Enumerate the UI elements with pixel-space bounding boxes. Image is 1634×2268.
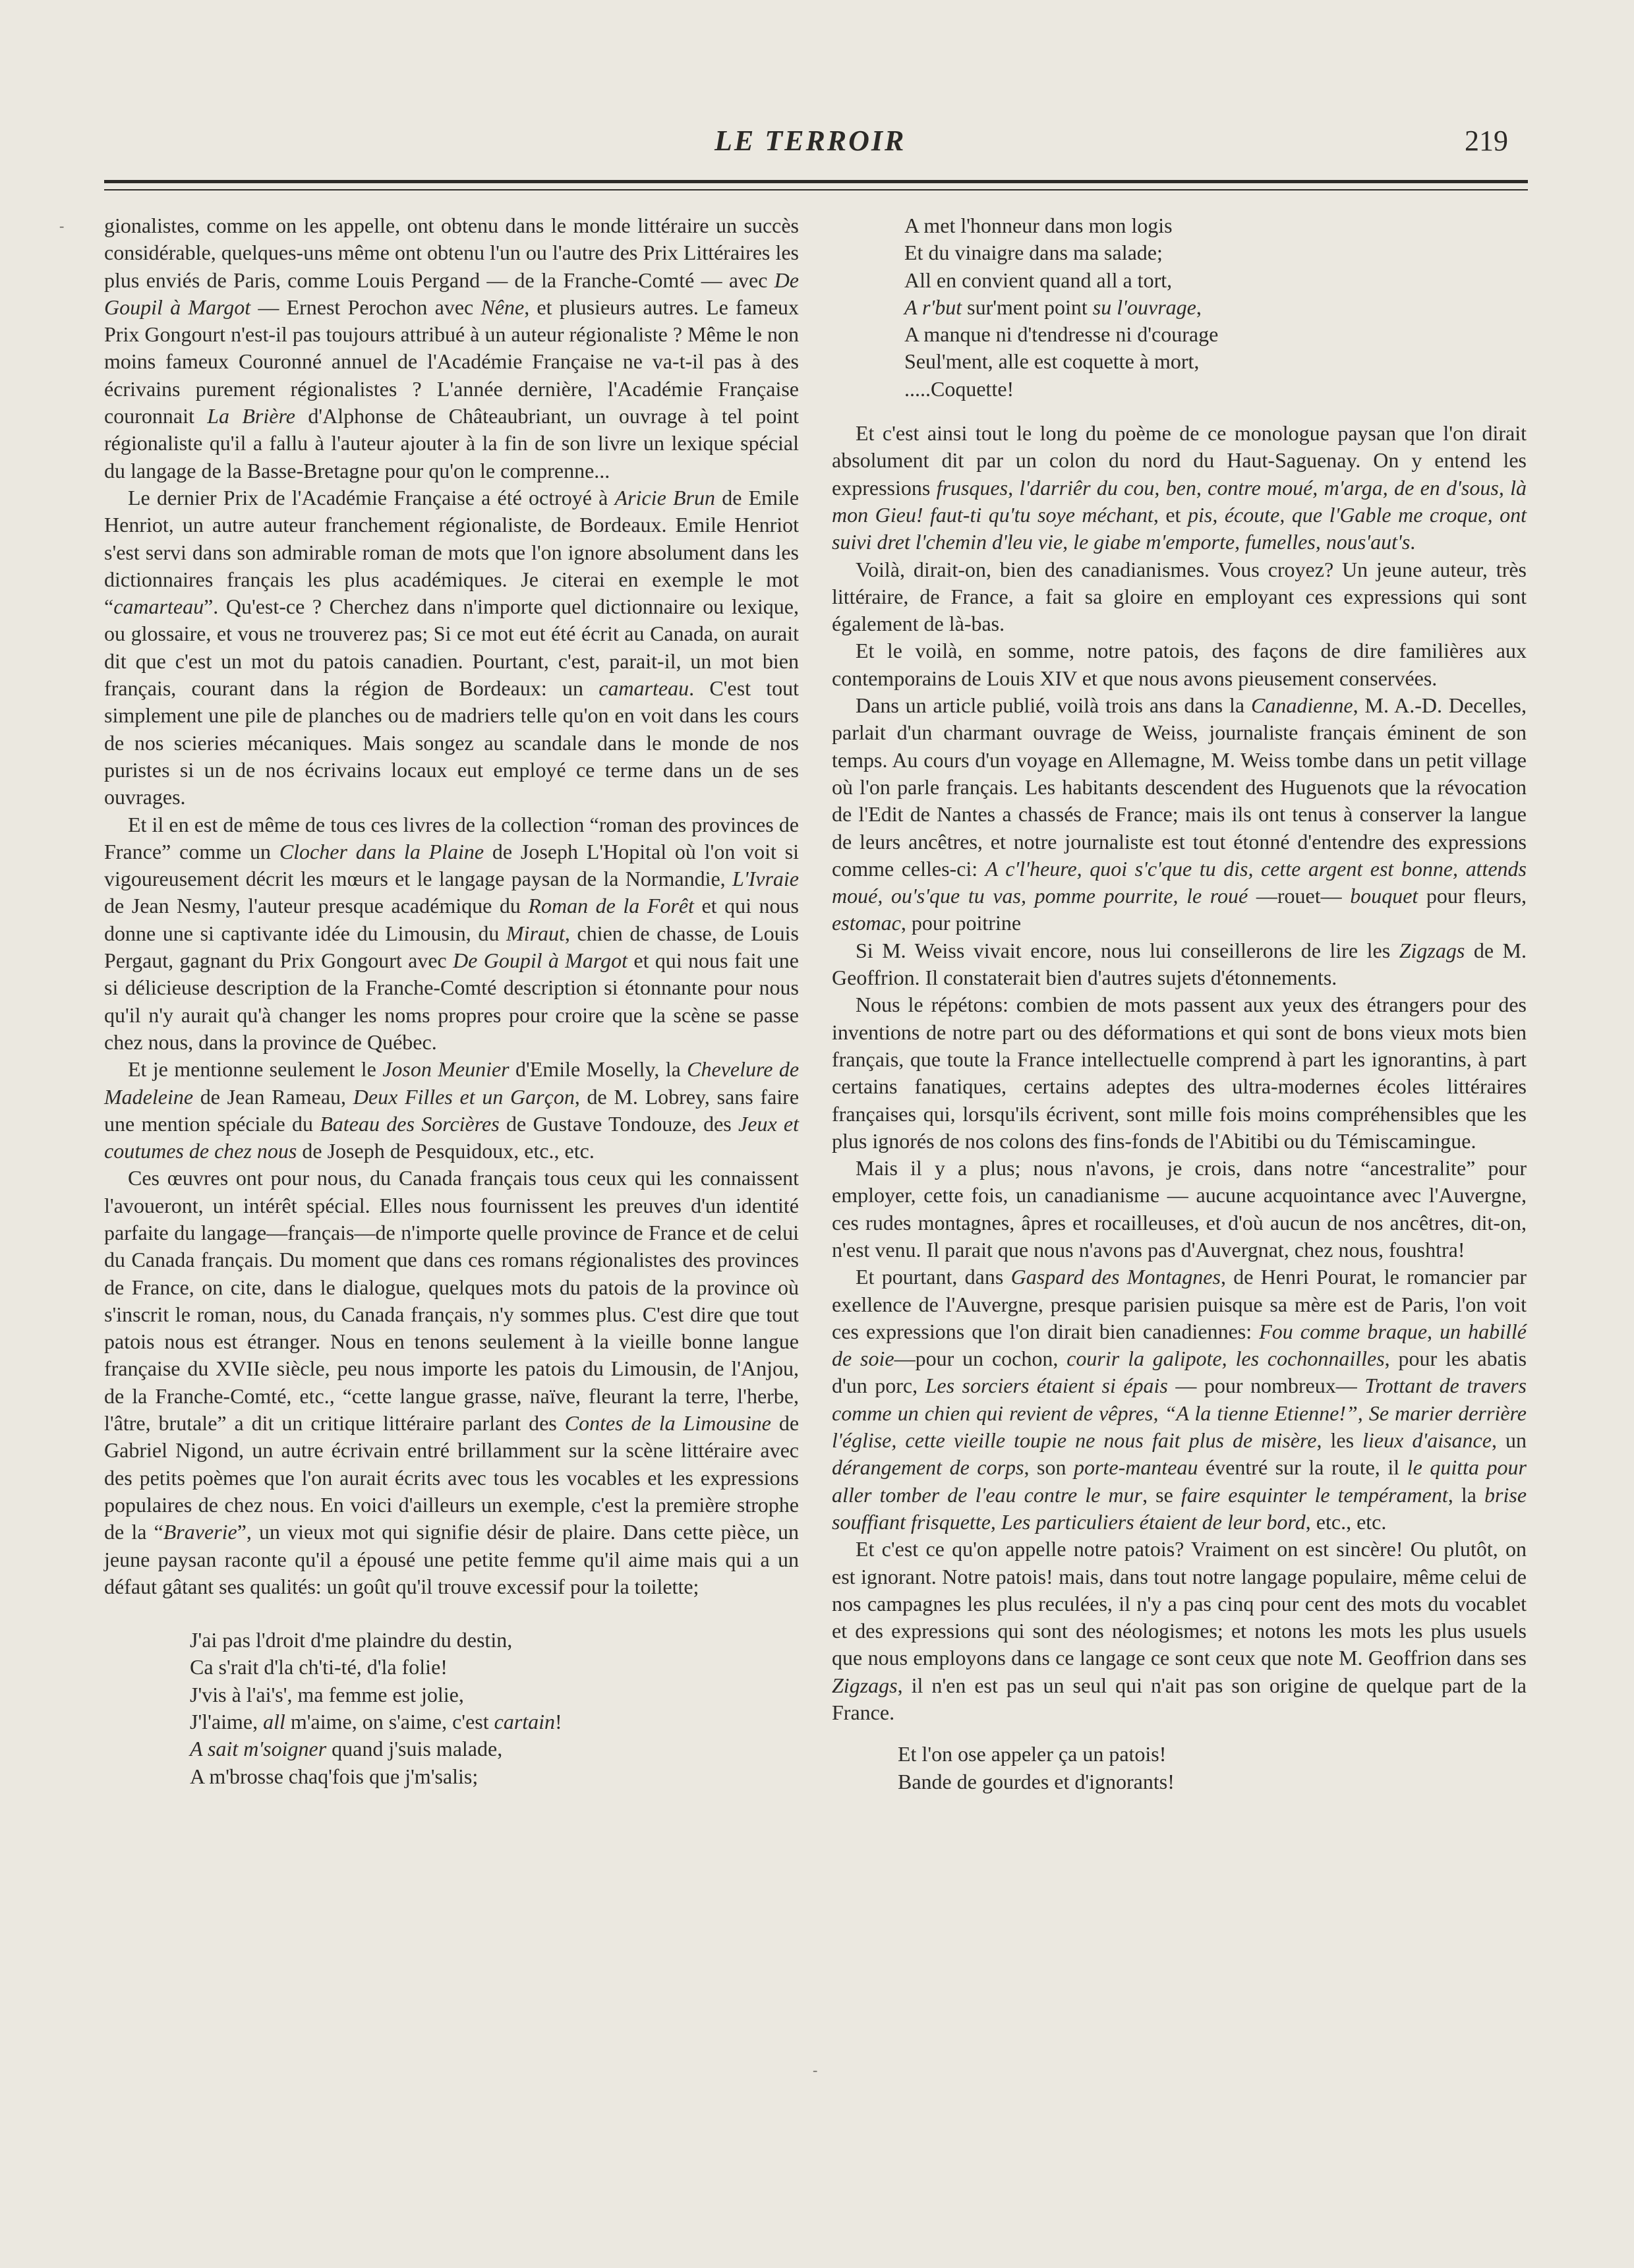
verse-line: A m'brosse chaq'fois que j'm'salis; bbox=[190, 1764, 479, 1788]
paragraph: Et c'est ce qu'on appelle notre patois? Vraiment on est sincère! Ou plutôt, on est ignorant. Notre patois! mais, dans tout notre langage populaire, même celui de nos campagnes les plus reculées, il n'y a pas cinq pour cent des mots du vocablet et des expressions qui sont des néologismes; et notons les mots les plus usuels que nous employons dans ce langage ce sont ceux que note M. Geoffrion dans ses Zigzags, il n'en est pas un seul qui n'ait pas son origine de quelque part de la France. bbox=[832, 1537, 1527, 1725]
print-speck: ‐ bbox=[59, 218, 65, 234]
verse-stanza bbox=[898, 1741, 1527, 1795]
verse-line: J'ai pas l'droit d'me plaindre du destin, bbox=[190, 1628, 513, 1652]
verse-line: A r'but sur'ment point su l'ouvrage, bbox=[904, 295, 1202, 319]
verse-stanza bbox=[190, 1627, 799, 1790]
paragraph: Et c'est ainsi tout le long du poème de ce monologue paysan que l'on dirait absolument dit par un colon du nord du Haut-Saguenay. On y entend les expressions frusques, l'darriêr du cou, ben, contre moué, m'arga, de en d'sous, là mon Gieu! faut-ti qu'tu soye méchant, et pis, écoute, que l'Gable me croque, ont suivi dret l'chemin d'leu vie, le giabe m'emporte, fumelles, nous'aut's. bbox=[832, 421, 1527, 554]
verse-line: Seul'ment, alle est coquette à mort, bbox=[904, 349, 1200, 374]
paragraph: Et le voilà, en somme, notre patois, des façons de dire familières aux contemporains de Louis XIV et que nous avons pieusement conservées. bbox=[832, 639, 1527, 690]
paragraph: Et je mentionne seulement le Joson Meunier d'Emile Moselly, la Chevelure de Madeleine de Jean Rameau, Deux Filles et un Garçon, de M. Lobrey, sans faire une mention spéciale du Bateau des Sorcières de Gustave Tondouze, des Jeux et coutumes de chez nous de Joseph de Pesquidoux, etc., etc. bbox=[104, 1057, 800, 1163]
paragraph: Mais il y a plus; nous n'avons, je crois, dans notre “ancestralite” pour employer, cette fois, un canadianisme — aucune acquointance avec l'Auvergne, ces rudes montagnes, âpres et rocailleuses, et d'où aucun de nos ancêtres, dit-on, n'est venu. Il parait que nous n'avons pas d'Auvergnat, chez nous, foushtra! bbox=[832, 1156, 1527, 1262]
verse-line: All en convient quand all a tort, bbox=[904, 268, 1173, 292]
verse-stanza bbox=[904, 212, 1527, 403]
page-header bbox=[0, 124, 1634, 163]
verse-line: Ca s'rait d'la ch'ti-té, d'la folie! bbox=[190, 1655, 448, 1679]
verse-line: Et du vinaigre dans ma salade; bbox=[904, 241, 1163, 265]
page-number: 219 bbox=[1465, 125, 1508, 157]
running-title: LE TERROIR bbox=[715, 125, 906, 157]
verse-line: .....Coquette! bbox=[904, 376, 1014, 401]
verse-line: A sait m'soigner quand j'suis malade, bbox=[190, 1737, 503, 1761]
right-column bbox=[832, 212, 1527, 1795]
paragraph: Ces œuvres ont pour nous, du Canada français tous ceux qui les connaissent l'avoueront, un intérêt spécial. Elles nous fournissent les preuves d'un identité parfaite du langage—français—de n'importe quelle province de France et de celui du Canada français. Du moment que dans ces romans régionalistes des provinces de France, on cite, dans le dialogue, quelques mots du patois de la province où s'inscrit le roman, nous, du Canada français, n'y sommes plus. C'est dire que tout patois nous est étranger. Nous en tenons seulement à la vieille bonne langue française du XVIIe siècle, peu nous importe les patois du Limousin, de l'Anjou, de la Franche-Comté, etc., “cette langue grasse, naïve, fleurant la terre, l'herbe, l'âtre, brutale” a dit un critique littéraire parlant des Contes de la Limousine de Gabriel Nigond, un autre écrivain entré brillamment sur la scène littéraire avec des petits poèmes que l'on aurait écrits avec tous les vocables et les expressions populaires de chez nous. En voici d'ailleurs un exemple, c'est la première strophe de la “Braverie”, un vieux mot qui signifie désir de plaire. Dans cette pièce, un jeune paysan raconte qu'il a épousé une petite femme qu'il aime mais qui a un défaut gâtant ses qualités: un goût qu'il trouve excessif pour la toilette; bbox=[104, 1166, 800, 1598]
verse-line: J'vis à l'ai's', ma femme est jolie, bbox=[190, 1682, 464, 1706]
print-speck: - bbox=[813, 2062, 818, 2078]
header-rule-thick bbox=[104, 180, 1528, 183]
paragraph: Nous le répétons: combien de mots passent aux yeux des étrangers pour des inventions de notre part ou des déformations et qui sont de bons vieux mots bien français, que toute la France intellectuelle comprend à part les ignorantins, à part certains fanatiques, certains adeptes des ultra-modernes écoles littéraires françaises qui, lorsqu'ils écrivent, sont mille fois moins compréhensibles que les plus ignorés de nos colons des fins-fonds de l'Abitibi ou du Témiscamingue. bbox=[832, 993, 1527, 1153]
verse-line: J'l'aime, all m'aime, on s'aime, c'est cartain! bbox=[190, 1710, 562, 1734]
paragraph: Dans un article publié, voilà trois ans dans la Canadienne, M. A.-D. Decelles, parlait d'un charmant ouvrage de Weiss, journaliste français éminent de son temps. Au cours d'un voyage en Allemagne, M. Weiss tombe dans un petit village où l'on parle français. Les habitants descendent des Huguenots que la révocation de l'Edit de Nantes a chassés de France; mais ils ont tenus à conserver la langue de leurs ancêtres, et notre journaliste est tout étonné d'entendre des expressions comme celles-ci: A c'l'heure, quoi s'c'que tu dis, cette argent est bonne, attends moué, ou's'que tu vas, pomme pourrite, le roué —rouet— bouquet pour fleurs, estomac, pour poitrine bbox=[832, 693, 1527, 935]
paragraph: Voilà, dirait-on, bien des canadianismes. Vous croyez? Un jeune auteur, très littéraire, de France, a fait sa gloire en employant ces expressions qui sont également de là-bas. bbox=[832, 557, 1527, 636]
paragraph: Et pourtant, dans Gaspard des Montagnes, de Henri Pourat, le romancier par exellence de l'Auvergne, presque parisien puisque sa mère est de Paris, l'on voit ces expressions que l'on dirait bien canadiennes: Fou comme braque, un habillé de soie—pour un cochon, courir la galipote, les cochonnailles, pour les abatis d'un porc, Les sorciers étaient si épais — pour nombreux— Trottant de travers comme un chien qui revient de vêpres, “A la tienne Etienne!”, Se marier derrière l'église, cette vieille toupie ne nous fait plus de misère, les lieux d'aisance, un dérangement de corps, son porte-manteau éventré sur la route, il le quitta pour aller tomber de l'eau contre le mur, se faire esquinter le tempérament, la brise souffiant frisquette, Les particuliers étaient de leur bord, etc., etc. bbox=[832, 1265, 1527, 1534]
verse-line: Bande de gourdes et d'ignorants! bbox=[898, 1769, 1175, 1793]
verse-line: Et l'on ose appeler ça un patois! bbox=[898, 1742, 1167, 1766]
paragraph: Si M. Weiss vivait encore, nous lui conseillerons de lire les Zigzags de M. Geoffrion. Il constaterait bien d'autres sujets d'étonnements. bbox=[832, 938, 1527, 990]
paragraph: gionalistes, comme on les appelle, ont obtenu dans le monde littéraire un succès considérable, quelques-uns même ont obtenu l'un ou l'autre des Prix Littéraires les plus enviés de Paris, comme Louis Pergand — de la Franche-Comté — avec De Goupil à Margot — Ernest Perochon avec Nêne, et plusieurs autres. Le fameux Prix Gongourt n'est-il pas toujours attribué à un auteur régionaliste ? Même le non moins fameux Couronné annuel de l'Académie Française ne va-t-il pas à des écrivains purement régionalistes ? L'année dernière, l'Académie Française couronnait La Brière d'Alphonse de Châteaubriant, un ouvrage à tel point régionaliste qu'il a fallu à l'auteur ajouter à la fin de son livre un lexique spécial du langage de la Basse-Bretagne pour qu'on le comprenne... bbox=[104, 214, 800, 482]
header-rule-thin bbox=[104, 189, 1528, 190]
left-column bbox=[104, 212, 799, 1790]
verse-line: A manque ni d'tendresse ni d'courage bbox=[904, 322, 1219, 347]
paragraph: Et il en est de même de tous ces livres de la collection “roman des provinces de France” comme un Clocher dans la Plaine de Joseph L'Hopital où l'on voit si vigoureusement décrit les mœurs et le langage paysan de la Normandie, L'Ivraie de Jean Nesmy, l'auteur presque académique du Roman de la Forêt et qui nous donne une si captivante idée du Limousin, du Miraut, chien de chasse, de Louis Pergaut, gagnant du Prix Gongourt avec De Goupil à Margot et qui nous fait une si délicieuse description de la Franche-Comté description si étonnante pour nous qu'il n'y aurait qu'à changer les noms propres pour croire que la scène se passe chez nous, dans la province de Québec. bbox=[104, 812, 800, 1054]
verse-line: A met l'honneur dans mon logis bbox=[904, 214, 1173, 237]
paragraph: Le dernier Prix de l'Académie Française a été octroyé à Aricie Brun de Emile Henriot, un autre auteur franchement régionaliste, de Bordeaux. Emile Henriot s'est servi dans son admirable roman de mots que l'on ignore absolument dans les dictionnaires français les plus académiques. Je citerai en exemple le mot “camarteau”. Qu'est-ce ? Cherchez dans n'importe quel dictionnaire ou lexique, ou glossaire, et vous ne trouverez pas; Si ce mot eut été écrit au Canada, on aurait dit que c'est un mot du patois canadien. Pourtant, c'est, parait-il, un mot bien français, courant dans la région de Bordeaux: un camarteau. C'est tout simplement une pile de planches ou de madriers telle qu'on en voit dans les cours de nos scieries mécaniques. Mais songez au scandale dans le monde de nos puristes si un de nos écrivains locaux eut employé ce terme dans un de ses ouvrages. bbox=[104, 485, 800, 809]
